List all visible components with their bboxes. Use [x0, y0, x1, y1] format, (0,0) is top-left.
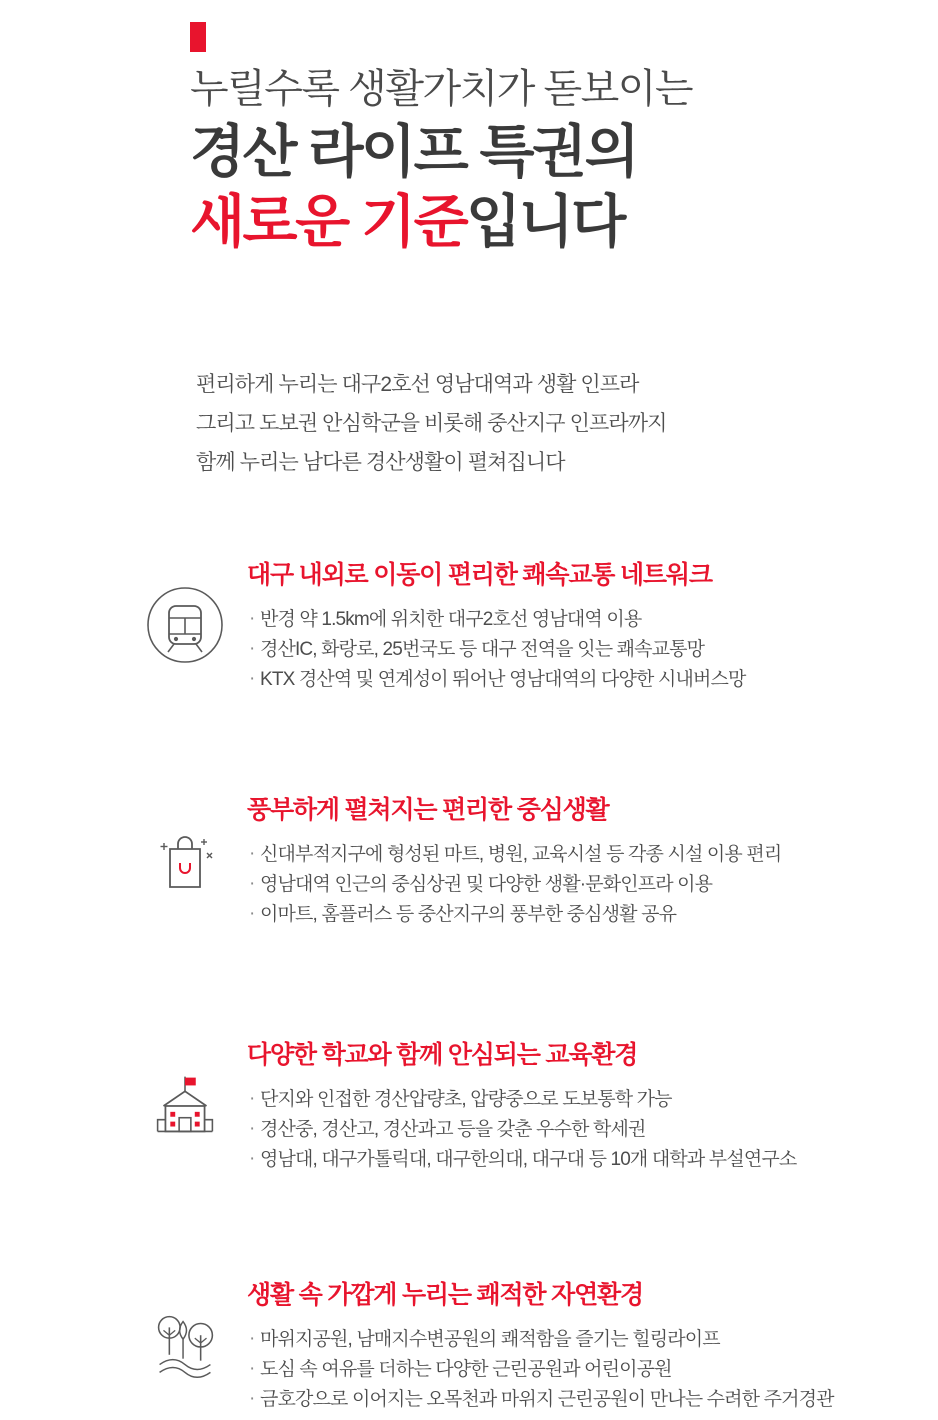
headline-sub	[190, 188, 890, 258]
intro-line-2: 그리고 도보권 안심학군을 비롯해 중산지구 인프라까지	[196, 411, 667, 435]
list-item: · 마위지공원, 남매지수변공원의 쾌적함을 즐기는 힐링라이프	[247, 1325, 907, 1355]
list-item: · 영남대, 대구가톨릭대, 대구한의대, 대구대 등 10개 대학과 부설연구소	[247, 1145, 907, 1175]
list-item: · 금호강으로 이어지는 오목천과 마위지 근린공원이 만나는 수려한 주거경관	[247, 1385, 907, 1415]
feature-body	[247, 795, 907, 930]
list-item: · KTX 경산역 및 연계성이 뛰어난 영남대역의 다양한 시내버스망	[247, 665, 907, 695]
list-item: · 신대부적지구에 형성된 마트, 병원, 교육시설 등 각종 시설 이용 편리	[247, 840, 907, 870]
list-item: · 도심 속 여유를 더하는 다양한 근린공원과 어린이공원	[247, 1355, 907, 1385]
intro-paragraph	[196, 366, 916, 483]
list-item: · 경산중, 경산고, 경산과고 등을 갖춘 우수한 학세권	[247, 1115, 907, 1145]
headline-eyebrow: 누릴수록 생활가치가 돋보이는	[190, 67, 693, 111]
feature-list	[247, 605, 907, 695]
feature-title: 대구 내외로 이동이 편리한 쾌속교통 네트워크	[247, 561, 712, 589]
list-item: · 단지와 인접한 경산압량초, 압량중으로 도보통학 가능	[247, 1085, 907, 1115]
train-icon	[140, 580, 230, 670]
page-header	[190, 22, 890, 257]
feature-list	[247, 1325, 907, 1415]
accent-bar-decoration	[190, 22, 206, 52]
intro-line-1: 편리하게 누리는 대구2호선 영남대역과 생활 인프라	[196, 373, 639, 396]
feature-list	[247, 1085, 907, 1175]
headline-rest-text: 입니다	[466, 189, 624, 254]
shopping-bag-icon	[140, 815, 230, 905]
headline-main: 경산 라이프 특권의	[190, 120, 638, 184]
school-icon	[140, 1060, 230, 1150]
list-item: · 경산IC, 화랑로, 25번국도 등 대구 전역을 잇는 쾌속교통망	[247, 635, 907, 665]
list-item: · 영남대역 인근의 중심상권 및 다양한 생활·문화인프라 이용	[247, 870, 907, 900]
headline-accent-text: 새로운 기준	[190, 189, 467, 254]
intro-line-3: 함께 누리는 남다른 경산생활이 펼쳐집니다	[196, 450, 565, 474]
park-tree-icon	[140, 1300, 230, 1390]
feature-title: 다양한 학교와 함께 안심되는 교육환경	[247, 1041, 638, 1069]
list-item: · 반경 약 1.5km에 위치한 대구2호선 영남대역 이용	[247, 605, 907, 635]
feature-body	[247, 560, 907, 695]
list-item: · 이마트, 홈플러스 등 중산지구의 풍부한 중심생활 공유	[247, 900, 907, 930]
feature-title: 생활 속 가깝게 누리는 쾌적한 자연환경	[247, 1281, 643, 1309]
feature-body	[247, 1040, 907, 1175]
feature-body	[247, 1280, 907, 1415]
feature-list	[247, 840, 907, 930]
feature-title: 풍부하게 펼쳐지는 편리한 중심생활	[247, 796, 609, 824]
